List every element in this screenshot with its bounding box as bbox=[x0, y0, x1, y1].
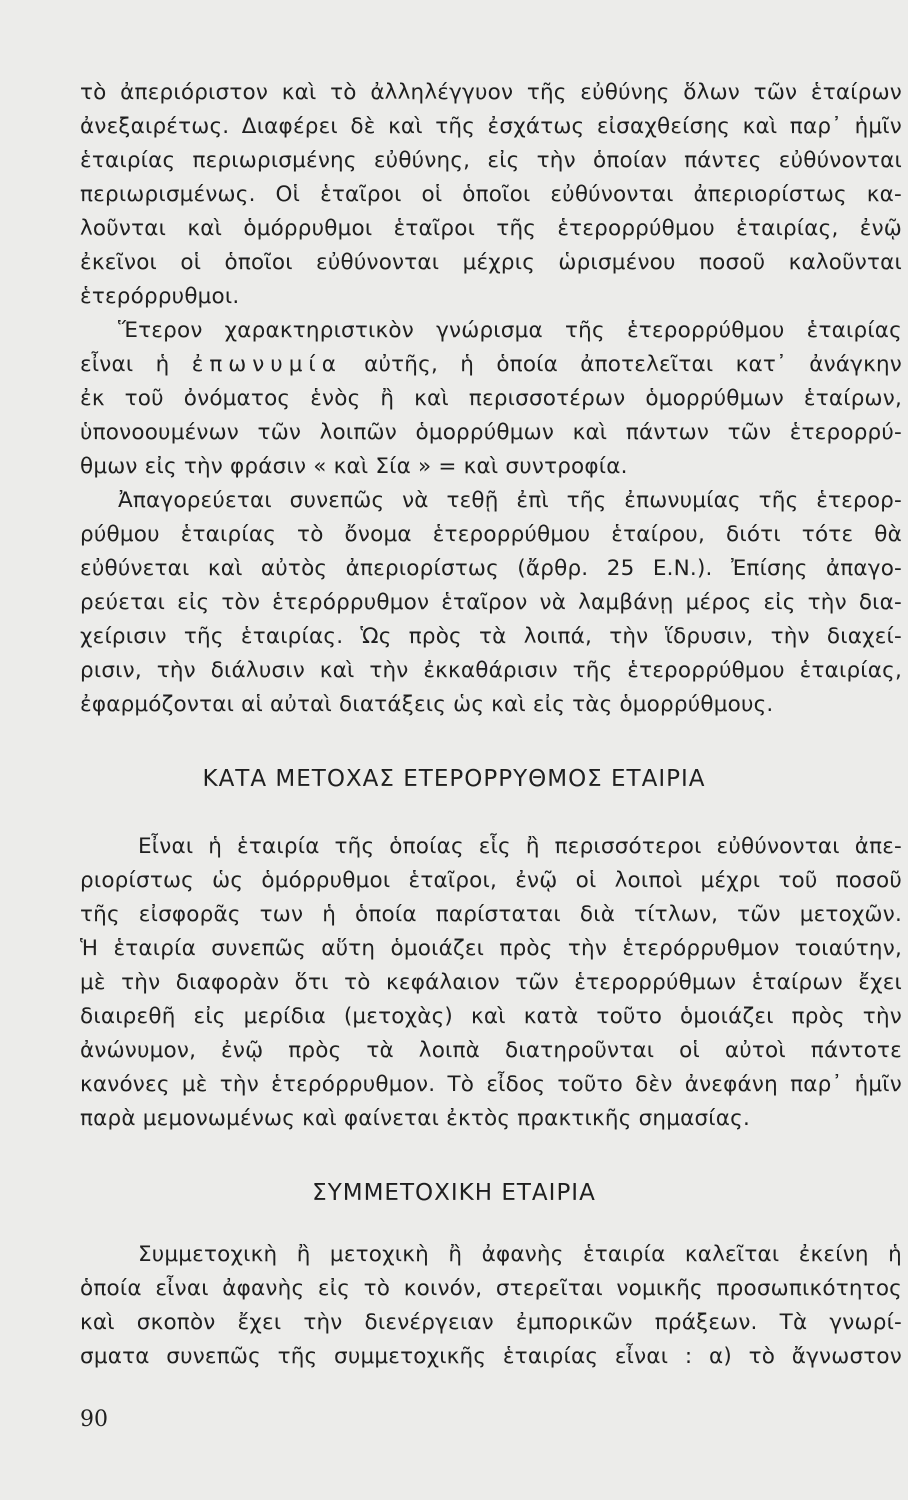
text-line: ἑταιρίας περιωρισμένης εὐθύνης, εἰς τὴν ὁποίαν πάντες εὐθύνονται bbox=[80, 148, 902, 173]
text-line: ρεύεται εἰς τὸν ἑτερόρρυθμον ἑταῖρον νὰ λαμβάνῃ μέρος εἰς τὴν δια- bbox=[80, 590, 902, 615]
text-line: τῆς εἰσφορᾶς των ἡ ὁποία παρίσταται διὰ τίτλων, τῶν μετοχῶν. bbox=[80, 902, 902, 927]
text-line: χείρισιν τῆς ἑταιρίας. Ὡς πρὸς τὰ λοιπά, τὴν ἵδρυσιν, τὴν διαχεί- bbox=[80, 624, 902, 649]
emphasized-term: ἐπωνυμία bbox=[191, 352, 342, 377]
section-heading: ΣΥΜΜΕΤΟΧΙΚΗ ΕΤΑΙΡΙΑ bbox=[312, 1180, 596, 1206]
text-line: ρύθμου ἑταιρίας τὸ ὄνομα ἑτερορρύθμου ἑταίρου, διότι τότε θὰ bbox=[80, 522, 902, 547]
text-line: σματα συνεπῶς τῆς συμμετοχικῆς ἑταιρίας εἶναι : α) τὸ ἄγνωστον bbox=[80, 1344, 902, 1369]
text-line: Ἡ ἑταιρία συνεπῶς αὕτη ὁμοιάζει πρὸς τὴν ἑτερόρρυθμον τοιαύτην, bbox=[80, 936, 902, 961]
text-line: κανόνες μὲ τὴν ἑτερόρρυθμον. Τὸ εἶδος τοῦτο δὲν ἀνεφάνη παρ᾽ ἡμῖν bbox=[80, 1072, 902, 1097]
text-line: ἀνεξαιρέτως. Διαφέρει δὲ καὶ τῆς ἐσχάτως εἰσαχθείσης καὶ παρ᾽ ἡμῖν bbox=[80, 114, 902, 139]
text-line: καὶ σκοπὸν ἔχει τὴν διενέργειαν ἐμπορικῶν πράξεων. Τὰ γνωρί- bbox=[80, 1310, 902, 1335]
text-line: ἐκεῖνοι οἱ ὁποῖοι εὐθύνονται μέχρις ὡρισμένου ποσοῦ καλοῦνται bbox=[80, 250, 902, 275]
page-number: 90 bbox=[80, 1407, 108, 1432]
text-line bbox=[80, 350, 902, 380]
section-heading: ΚΑΤΑ ΜΕΤΟΧΑΣ ΕΤΕΡΟΡΡΥΘΜΟΣ ΕΤΑΙΡΙΑ bbox=[202, 766, 706, 792]
text-line: Εἶναι ἡ ἑταιρία τῆς ὁποίας εἷς ἢ περισσότεροι εὐθύνονται ἀπε- bbox=[138, 834, 902, 859]
text-line: παρὰ μεμονωμένως καὶ φαίνεται ἐκτὸς πρακτικῆς σημασίας. bbox=[80, 1106, 751, 1131]
text-line: Ἀπαγορεύεται συνεπῶς νὰ τεθῇ ἐπὶ τῆς ἐπωνυμίας τῆς ἑτερορ- bbox=[118, 488, 902, 513]
text-line: θμων εἰς τὴν φράσιν « καὶ Σία » = καὶ συντροφία. bbox=[80, 454, 628, 479]
text-fragment: αὐτῆς, ἡ ὁποία ἀποτελεῖται κατ᾽ ἀνάγκην bbox=[364, 352, 902, 377]
text-line: μὲ τὴν διαφορὰν ὅτι τὸ κεφάλαιον τῶν ἑτερορρύθμων ἑταίρων ἔχει bbox=[80, 970, 902, 995]
text-line: ἑτερόρρυθμοι. bbox=[80, 284, 240, 309]
text-line: τὸ ἀπεριόριστον καὶ τὸ ἀλληλέγγυον τῆς εὐθύνης ὅλων τῶν ἑταίρων bbox=[80, 80, 902, 105]
text-line: Ἕτερον χαρακτηριστικὸν γνώρισμα τῆς ἑτερορρύθμου ἑταιρίας bbox=[118, 318, 902, 343]
text-line: ριορίστως ὡς ὁμόρρυθμοι ἑταῖροι, ἐνῷ οἱ λοιποὶ μέχρι τοῦ ποσοῦ bbox=[80, 868, 902, 893]
text-line: διαιρεθῆ εἰς μερίδια (μετοχὰς) καὶ κατὰ τοῦτο ὁμοιάζει πρὸς τὴν bbox=[80, 1004, 902, 1029]
text-line: ρισιν, τὴν διάλυσιν καὶ τὴν ἐκκαθάρισιν τῆς ἑτερορρύθμου ἑταιρίας, bbox=[80, 658, 902, 683]
text-line: ὁποία εἶναι ἀφανὴς εἰς τὸ κοινόν, στερεῖται νομικῆς προσωπικότητος bbox=[80, 1276, 902, 1301]
text-line: ἐκ τοῦ ὀνόματος ἑνὸς ἢ καὶ περισσοτέρων ὁμορρύθμων ἑταίρων, bbox=[80, 386, 902, 411]
text-line: ἐφαρμόζονται αἱ αὐταὶ διατάξεις ὡς καὶ εἰς τὰς ὁμορρύθμους. bbox=[80, 692, 774, 717]
text-line: ὑπονοουμένων τῶν λοιπῶν ὁμορρύθμων καὶ πάντων τῶν ἑτερορρύ- bbox=[80, 420, 902, 445]
text-fragment: εἶναι ἡ bbox=[80, 352, 170, 377]
text-line: ἀνώνυμον, ἐνῷ πρὸς τὰ λοιπὰ διατηροῦνται οἱ αὐτοὶ πάντοτε bbox=[80, 1038, 902, 1063]
text-line: εὐθύνεται καὶ αὐτὸς ἀπεριορίστως (ἄρθρ. 25 Ε.Ν.). Ἐπίσης ἀπαγο- bbox=[80, 556, 902, 581]
text-line: λοῦνται καὶ ὁμόρρυθμοι ἑταῖροι τῆς ἑτερορρύθμου ἑταιρίας, ἐνῷ bbox=[80, 216, 902, 241]
text-line: Συμμετοχικὴ ἢ μετοχικὴ ἢ ἀφανὴς ἑταιρία καλεῖται ἐκείνη ἡ bbox=[138, 1242, 902, 1267]
text-line: περιωρισμένως. Οἱ ἑταῖροι οἱ ὁποῖοι εὐθύνονται ἀπεριορίστως κα- bbox=[80, 182, 902, 207]
